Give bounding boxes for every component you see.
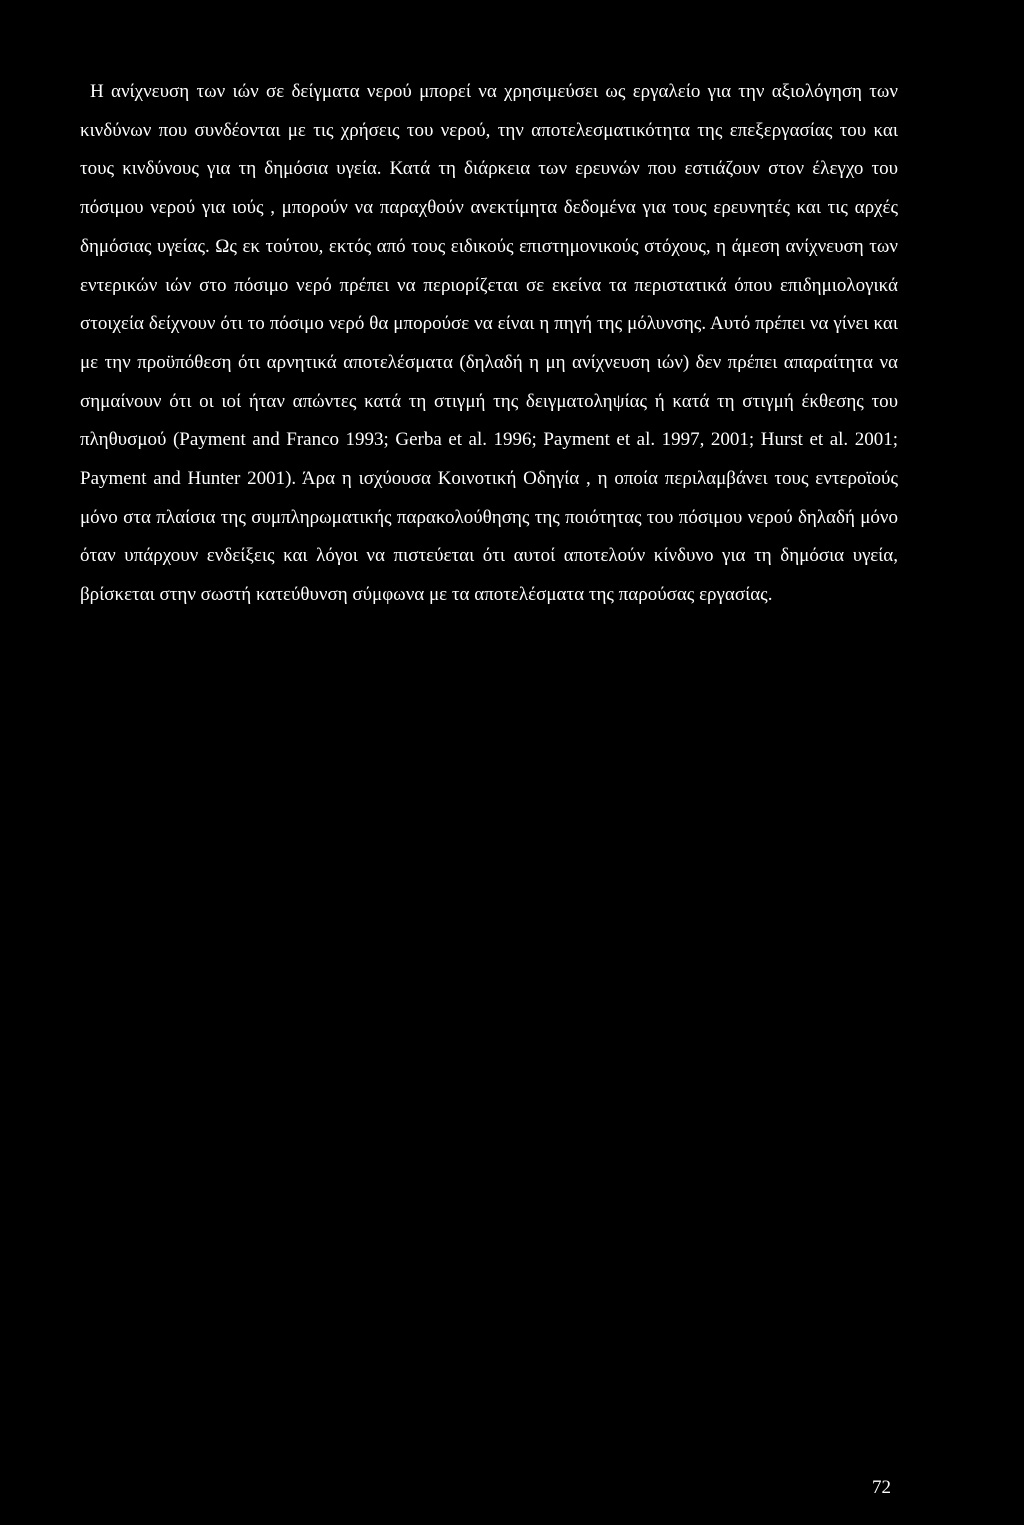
- page-number: 72: [872, 1477, 891, 1498]
- body-paragraph: Η ανίχνευση των ιών σε δείγματα νερού μπορεί να χρησιμεύσει ως εργαλείο για την αξιολόγηση των κινδύνων που συνδέονται με τις χρήσεις του νερού, την αποτελεσματικότητα της επεξεργασίας του και τους κινδύνους για τη δημόσια υγεία. Κατά τη διάρκεια των ερευνών που εστιάζουν στον έλεγχο του πόσιμου νερού για ιούς , μπορούν να παραχθούν ανεκτίμητα δεδομένα για τους ερευνητές και τις αρχές δημόσιας υγείας. Ως εκ τούτου, εκτός από τους ειδικούς επιστημονικούς στόχους, η άμεση ανίχνευση των εντερικών ιών στο πόσιμο νερό πρέπει να περιορίζεται σε εκείνα τα περιστατικά όπου επιδημιολογικά στοιχεία δείχνουν ότι το πόσιμο νερό θα μπορούσε να είναι η πηγή της μόλυνσης. Αυτό πρέπει να γίνει και με την προϋπόθεση ότι αρνητικά αποτελέσματα (δηλαδή η μη ανίχνευση ιών) δεν πρέπει απαραίτητα να σημαίνουν ότι οι ιοί ήταν απώντες κατά τη στιγμή της δειγματοληψίας ή κατά τη στιγμή έκθεσης του πληθυσμού (Payment and Franco 1993; Gerba et al. 1996; Payment et al. 1997, 2001; Hurst et al. 2001; Payment and Hunter 2001). Άρα η ισχύουσα Κοινοτική Οδηγία , η οποία περιλαμβάνει τους εντεροϊούς μόνο στα πλαίσια της συμπληρωματικής παρακολούθησης της ποιότητας του πόσιμου νερού δηλαδή μόνο όταν υπάρχουν ενδείξεις και λόγοι να πιστεύεται ότι αυτοί αποτελούν κίνδυνο για τη δημόσια υγεία, βρίσκεται στην σωστή κατεύθυνση σύμφωνα με τα αποτελέσματα της παρούσας εργασίας.: [80, 81, 898, 606]
